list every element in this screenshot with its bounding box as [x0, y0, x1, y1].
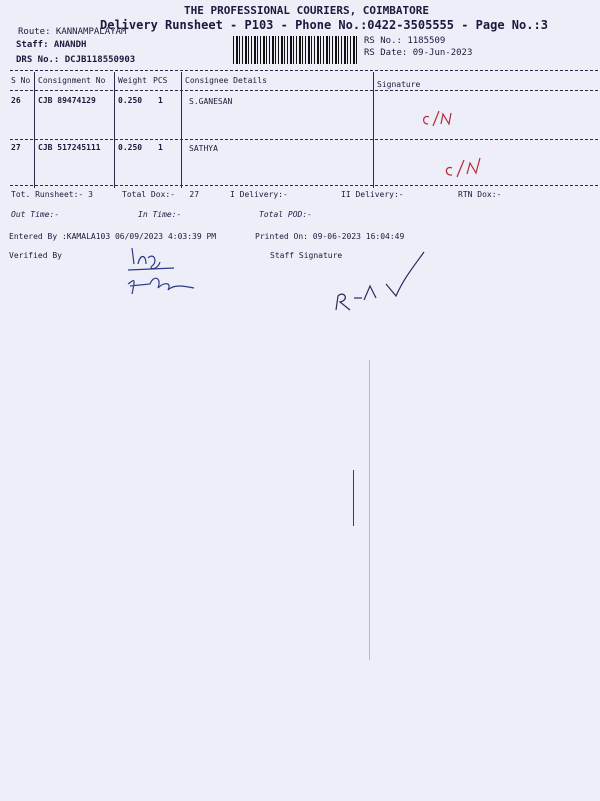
handwritten-signature-row-27: [442, 152, 494, 182]
table-row-sno: 26: [11, 96, 21, 105]
total-pod: Total POD:-: [259, 210, 312, 219]
header-consignment: Consignment No: [38, 76, 106, 85]
table-row-weight: 0.250: [118, 96, 143, 105]
table-top-rule: [10, 70, 598, 71]
staff-signature-drawing: [330, 248, 430, 318]
table-row-consignment: CJB 517245111: [38, 143, 101, 152]
entered-by: Entered By :KAMALA103 06/09/2023 4:03:39 PM: [9, 232, 217, 241]
col-divider: [34, 72, 35, 188]
rs-date: RS Date: 09-Jun-2023: [364, 48, 473, 58]
table-row-sno: 27: [11, 143, 21, 152]
handwritten-signature-row-26: [420, 106, 460, 130]
table-bottom-rule: [10, 185, 598, 186]
table-row-consignee: S.GANESAN: [189, 97, 233, 106]
staff-signature-label: Staff Signature: [270, 251, 343, 260]
verifier-signature-drawing: [124, 244, 196, 300]
scan-artifact-line: [353, 470, 354, 526]
rs-number: RS No.: 1185509: [364, 36, 446, 46]
table-row-consignee: SATHYA: [189, 144, 218, 153]
out-time: Out Time:-: [11, 210, 60, 219]
total-dox: Total Dox:- 27: [122, 190, 200, 199]
table-row-weight: 0.250: [118, 143, 143, 152]
col-divider: [114, 72, 115, 188]
header-consignee: Consignee Details: [185, 76, 267, 85]
col-divider: [373, 72, 374, 188]
table-row-consignment: CJB 89474129: [38, 96, 96, 105]
header-pcs: PCS: [153, 76, 168, 85]
staff-label: Staff: ANANDH: [16, 40, 87, 50]
drs-number: DRS No.: DCJB118550903: [16, 55, 136, 65]
route-label: Route: KANNAMPALAYAM: [18, 27, 127, 37]
table-row-pcs: 1: [158, 143, 163, 152]
printed-on: Printed On: 09-06-2023 16:04:49: [255, 232, 405, 241]
row-rule: [10, 139, 598, 140]
second-delivery: II Delivery:-: [341, 190, 404, 199]
header-signature: Signature: [377, 80, 421, 89]
in-time: In Time:-: [138, 210, 182, 219]
table-header-rule: [10, 90, 598, 91]
header-sno: S No: [11, 76, 31, 85]
col-divider: [181, 72, 182, 188]
company-title: THE PROFESSIONAL COURIERS, COIMBATORE: [184, 4, 430, 17]
table-row-pcs: 1: [158, 96, 163, 105]
total-runsheet: Tot. Runsheet:- 3: [11, 190, 93, 199]
runsheet-subtitle: Delivery Runsheet - P103 - Phone No.:0422-3505555 - Page No.:3: [100, 18, 548, 32]
first-delivery: I Delivery:-: [230, 190, 288, 199]
header-weight: Weight: [118, 76, 147, 85]
barcode: [233, 36, 358, 64]
rtn-dox: RTN Dox:-: [458, 190, 502, 199]
scan-artifact-line: [369, 360, 370, 660]
verified-by-label: Verified By: [9, 251, 62, 260]
